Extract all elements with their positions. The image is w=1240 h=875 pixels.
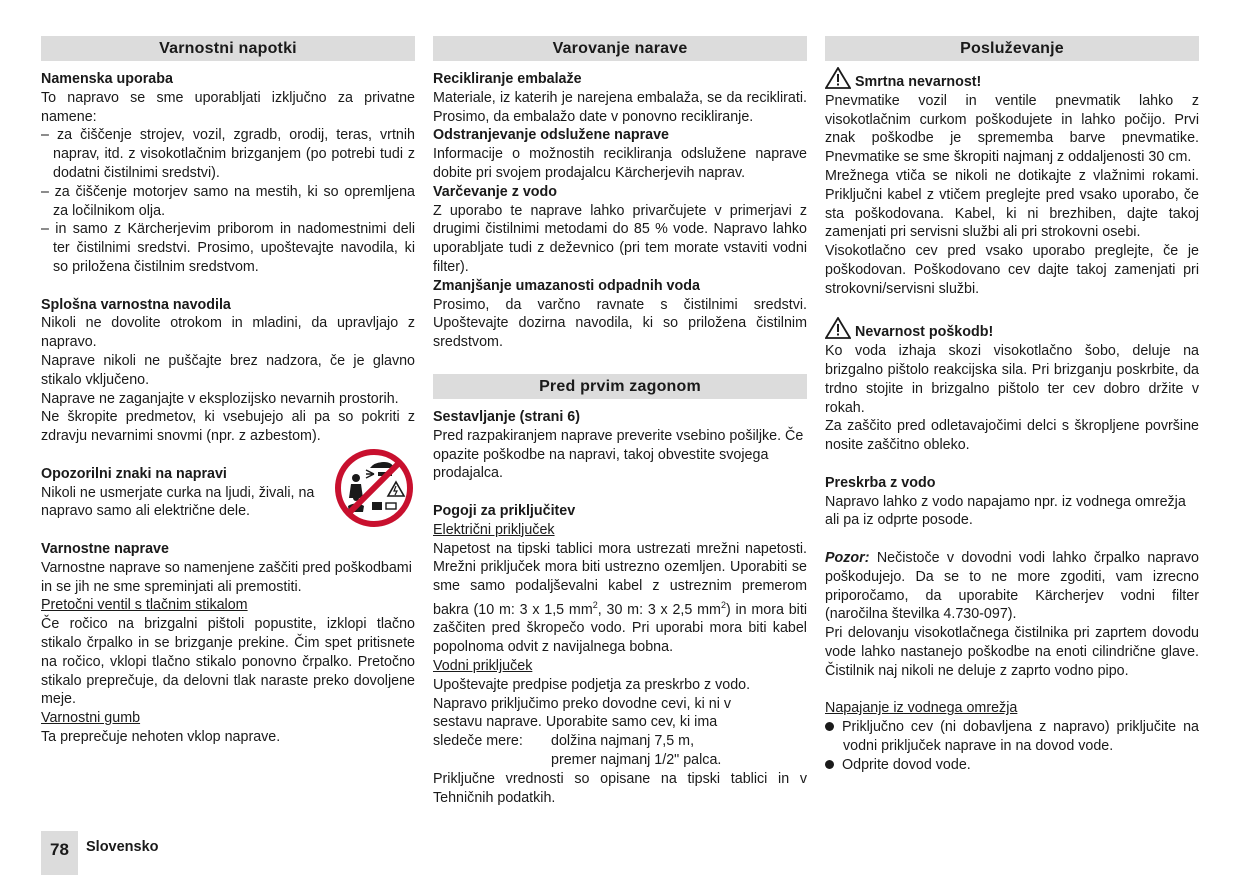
paragraph: Priključne vrednosti so opisane na tipski tablici in v Tehničnih podatkih.	[433, 770, 807, 806]
heading-text: Nevarnost poškodb!	[855, 324, 994, 341]
superscript: 2	[592, 599, 598, 610]
list-item	[825, 718, 1199, 756]
subheading-electrical: Električni priključek	[433, 521, 555, 538]
list-item: – za čiščenje strojev, vozil, zgradb, orodij, teras, vrtnih naprav, itd. z visokotlačnim brizganjem (po potrebi tudi z dodatni čistilnimi sredstvi).	[41, 127, 415, 181]
paragraph: Ne škropite predmetov, ki vsebujejo ali pa so pokriti z zdravju nevarnimi snovmi (npr. z azbestom).	[41, 409, 415, 445]
paragraph: Naprave ne zaganjajte v eksplozijsko nevarnih prostorih.	[41, 390, 399, 407]
paragraph: Naprave nikoli ne puščajte brez nadzora, če je glavno stikalo vključeno.	[41, 352, 415, 388]
heading-waste-water: Zmanjšanje umazanosti odpadnih voda	[433, 277, 700, 294]
paragraph: Materiale, iz katerih je narejena embalaža, se da reciklirati. Prosimo, da embalažo date v ponovno recikliranje.	[433, 89, 807, 125]
paragraph: Mrežnega vtiča se nikoli ne dotikajte z vlažnimi rokami. Priključni kabel z vtičem preglejte pred vsako uporabo, če sta poškodovana. Kabel, ki ni brezhiben, dajte takoj zamenjati pri servisni službi ali pri strokovni osebi.	[825, 167, 1199, 241]
language-label: Slovensko	[86, 839, 159, 855]
paragraph: To napravo se sme uporabljati izključno za privatne namene:	[41, 89, 415, 125]
paragraph: Ta preprečuje nehoten vklop naprave.	[41, 728, 281, 745]
warning-triangle-icon	[825, 67, 851, 89]
superscript: 2	[720, 599, 726, 610]
paragraph: Nikoli ne dovolite otrokom in mladini, da upravljajo z napravo.	[41, 315, 415, 351]
paragraph-caution	[825, 549, 1199, 624]
paragraph: Varnostne naprave so namenjene zaščiti pred poškodbami in se jih ne sme spreminjati ali premostiti.	[41, 559, 412, 595]
subheading-flow-valve: Pretočni ventil s tlačnim stikalom	[41, 597, 248, 614]
column-operation	[825, 36, 1199, 774]
section-header-before-start: Pred prvim zagonom	[433, 374, 807, 399]
paragraph: Pnevmatike vozil in ventile pnevmatik lahko z visokotlačnim curkom poškodujete in lahko počijo. Prvi znak poškodbe je sprememba barve pnevmatike. Pnevmatike se sme škropiti najmanj z oddaljenosti 30 cm.	[825, 92, 1199, 166]
list-item	[825, 756, 1199, 775]
text-run: , 30 m: 3 x 2,5 mm	[597, 601, 721, 618]
subheading-safety-button: Varnostni gumb	[41, 710, 141, 727]
paragraph: Napravo priključimo preko dovodne cevi, ki ni v sestavu naprave. Uporabite samo cev, ki ima	[433, 695, 731, 731]
paragraph-dimensions	[433, 732, 807, 751]
text-run: Nečistoče v dovodni vodi lahko črpalko napravo poškodujejo. Da se to ne more zgoditi, vam izrecno priporočamo, da uporabite Kärcherjev vodni filter (naročilna številka 4.730-097).	[825, 549, 1199, 623]
paragraph: Informacije o možnostih recikliranja odslužene naprave dobite pri svojem prodajalcu Kärcherjevih naprav.	[433, 146, 807, 181]
paragraph: Napravo lahko z vodo napajamo npr. iz vodnega omrežja ali pa iz odprte posode.	[825, 493, 1186, 529]
column-environment	[433, 36, 807, 807]
heading-injury	[825, 317, 1199, 342]
list-item-text: Odprite dovod vode.	[842, 756, 971, 773]
paragraph: Za zaščito pred odletavajočimi delci s škropljene površine nosite zaščitno obleko.	[825, 418, 1199, 454]
heading-water-saving: Varčevanje z vodo	[433, 183, 557, 200]
label: sledeče mere:	[433, 733, 523, 750]
value: premer najmanj 1/2" palca.	[551, 752, 722, 769]
bullet-dot-icon	[825, 760, 834, 769]
paragraph: Upoštevajte predpise podjetja za preskrbo z vodo.	[433, 676, 751, 693]
page-number: 78	[41, 831, 78, 875]
paragraph: Pri delovanju visokotlačnega čistilnika pri zaprtem dovodu vode lahko nastanejo poškodbe na enoti cilindrične glave. Čistilnik naj nikoli ne deluje z zaprto vodno pipo.	[825, 625, 1199, 679]
section-header-safety: Varnostni napotki	[41, 36, 415, 61]
paragraph: Nikoli ne usmerjate curka na ljudi, živali, na napravo samo ali električne dele.	[41, 484, 315, 520]
heading-danger	[825, 67, 1199, 92]
heading-water-supply: Preskrba z vodo	[825, 474, 936, 491]
list-item: – in samo z Kärcherjevim priborom in nadomestnimi deli ter čistilnimi sredstvi. Prosimo, upoštevajte navodila, ki so priložena čistilnim sredstvom.	[41, 221, 415, 275]
no-spray-warning-sign-icon	[334, 448, 414, 528]
list-item-text: Priključno cev (ni dobavljena z napravo) priključite na vodni priključek naprave in na dovod vode.	[842, 719, 1199, 754]
heading-text: Smrtna nevarnost!	[855, 74, 982, 90]
section-header-operation: Posluževanje	[825, 36, 1199, 61]
subheading-water-connection: Vodni priključek	[433, 658, 533, 675]
heading-recycling: Recikliranje embalaže	[433, 71, 582, 87]
paragraph: Pred razpakiranjem naprave preverite vsebino pošiljke. Če opazite poškodbe na napravi, takoj obvestite svojega prodajalca.	[433, 427, 804, 482]
subheading-mains-supply: Napajanje iz vodnega omrežja	[825, 700, 1018, 717]
heading-intended-use: Namenska uporaba	[41, 71, 173, 87]
paragraph: Z uporabo te naprave lahko privarčujete v primerjavi z drugimi čistilnimi metodami do 85 % vode. Napravo lahko uporabljate tudi z deževnico (pri tem morate vstaviti vodni filter).	[433, 202, 807, 275]
list-item: – za čiščenje motorjev samo na mestih, ki so opremljena za ločilnikom olja.	[41, 183, 415, 219]
heading-connection-conditions: Pogoji za priključitev	[433, 502, 576, 519]
paragraph: Ko voda izhaja skozi visokotlačno šobo, deluje na brizgalno pištolo reakcijska sila. Pri brizganju poskrbite, da trdno stojite in brizgalno pištolo ter cev dobro držite v rokah.	[825, 343, 1199, 416]
column-safety	[41, 36, 415, 747]
section-header-environment: Varovanje narave	[433, 36, 807, 61]
paragraph-electrical	[433, 540, 807, 658]
caution-label: Pozor:	[825, 549, 870, 566]
paragraph: Če ročico na brizgalni pištoli popustite, izklopi tlačno stikalo črpalko in se brizganje prekine. Čim spet pritisnete na ročico, vklopi tlačno stikalo ponovno črpalko. Pretočno stikalo preprečuje, da delovni tlak naraste preko dovoljene meje.	[41, 616, 415, 708]
paragraph: Prosimo, da varčno ravnate s čistilnimi sredstvi. Upoštevajte dozirna navodila, ki so priložena čistilnim sredstvom.	[433, 296, 807, 351]
heading-warning-signs: Opozorilni znaki na napravi	[41, 465, 227, 482]
text-run: Napetost na tipski tablici mora ustrezati mrežni napetosti. Mrežni priključek mora biti ustrezno ozemljen. Uporabiti se sme samo podaljševalni kabel z ustreznim premerom bakra (10 m: 3 x 1,5 mm	[433, 540, 807, 618]
text-run: ) in mora biti zaščiten pred škropečo vodo. Pri uporabi mora biti kabel popolnoma odvit z navijalnega bobna.	[433, 601, 808, 656]
bullet-dot-icon	[825, 722, 834, 731]
paragraph: Visokotlačno cev pred vsako uporabo preglejte, če je poškodovan. Poškodovano cev dajte takoj zamenjati pri strokovni/servisni službi.	[825, 243, 1199, 297]
heading-general-safety: Splošna varnostna navodila	[41, 296, 231, 313]
heading-disposal: Odstranjevanje odslužene naprave	[433, 127, 669, 144]
value: dolžina najmanj 7,5 m,	[551, 733, 695, 750]
warning-triangle-icon	[825, 317, 851, 339]
heading-safety-devices: Varnostne naprave	[41, 540, 169, 557]
heading-assembly: Sestavljanje (strani 6)	[433, 408, 581, 425]
